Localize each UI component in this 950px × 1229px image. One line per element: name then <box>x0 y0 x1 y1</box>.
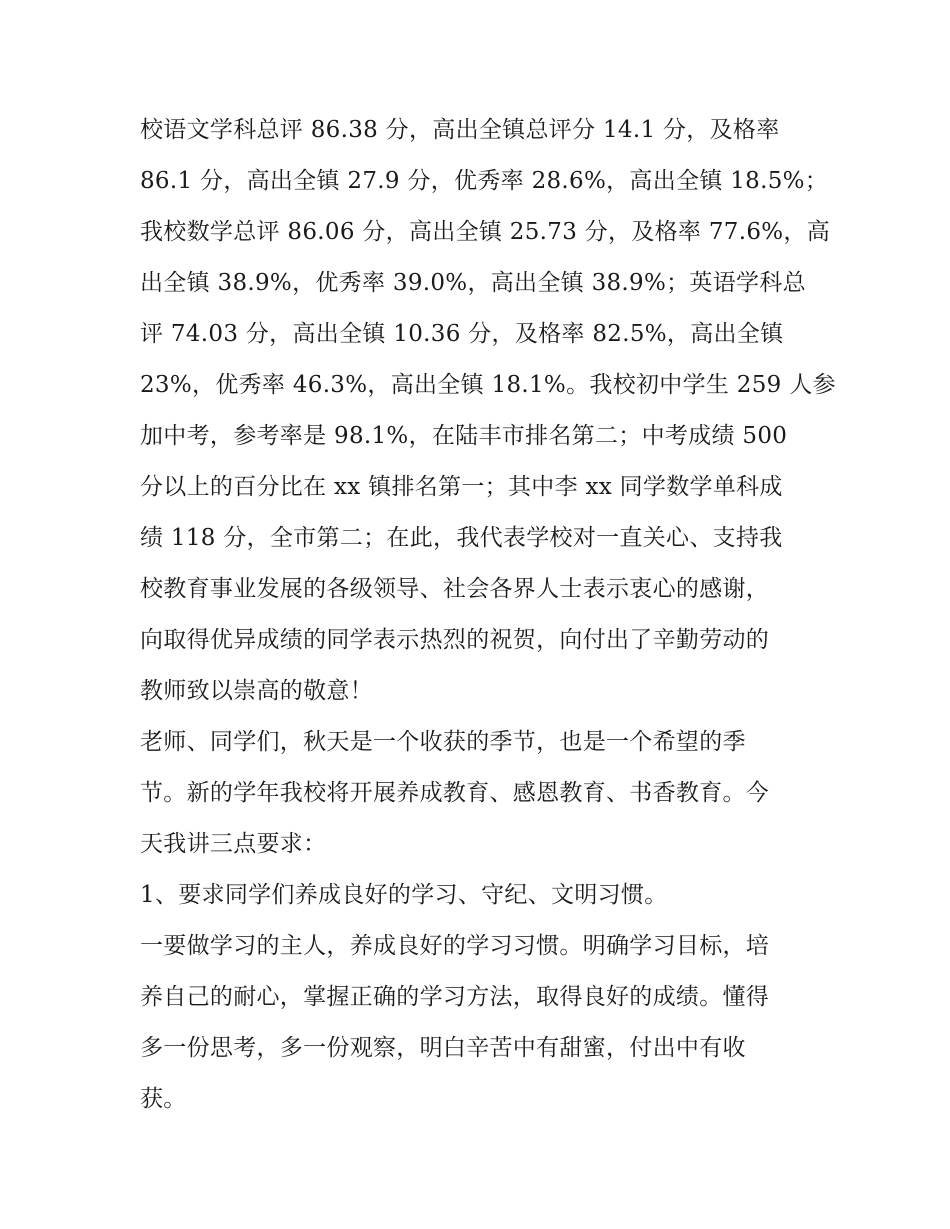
text-line: 获。 <box>140 1086 187 1112</box>
text-line: 分以上的百分比在 xx 镇排名第一；其中李 xx 同学数学单科成 <box>140 474 783 500</box>
text-line: 校教育事业发展的各级领导、社会各界人士表示衷心的感谢， <box>140 576 770 602</box>
text-line: 天我讲三点要求： <box>140 831 327 857</box>
text-line: 一要做学习的主人，养成良好的学习习惯。明确学习目标，培 <box>140 933 770 959</box>
text-line: 老师、同学们，秋天是一个收获的季节，也是一个希望的季 <box>140 729 746 755</box>
text-line: 23%，优秀率 46.3%，高出全镇 18.1%。我校初中学生 259 人参 <box>140 372 836 398</box>
text-line: 教师致以崇高的敬意！ <box>140 678 373 704</box>
text-line: 校语文学科总评 86.38 分，高出全镇总评分 14.1 分，及格率 <box>140 117 780 143</box>
text-line: 我校数学总评 86.06 分，高出全镇 25.73 分，及格率 77.6%，高 <box>140 219 831 245</box>
text-line: 多一份思考，多一份观察，明白辛苦中有甜蜜，付出中有收 <box>140 1035 746 1061</box>
text-line: 86.1 分，高出全镇 27.9 分，优秀率 28.6%，高出全镇 18.5%； <box>140 168 829 194</box>
text-line: 养自己的耐心，掌握正确的学习方法，取得良好的成绩。懂得 <box>140 984 770 1010</box>
text-line: 评 74.03 分，高出全镇 10.36 分，及格率 82.5%，高出全镇 <box>140 321 784 347</box>
text-line: 绩 118 分，全市第二；在此，我代表学校对一直关心、支持我 <box>140 525 783 551</box>
text-line: 加中考，参考率是 98.1%，在陆丰市排名第二；中考成绩 500 <box>140 423 788 449</box>
document-body <box>140 105 836 1125</box>
text-line: 向取得优异成绩的同学表示热烈的祝贺，向付出了辛勤劳动的 <box>140 627 770 653</box>
text-line: 1、要求同学们养成良好的学习、守纪、文明习惯。 <box>140 882 668 908</box>
text-line: 出全镇 38.9%，优秀率 39.0%，高出全镇 38.9%；英语学科总 <box>140 270 806 296</box>
text-line: 节。新的学年我校将开展养成教育、感恩教育、书香教育。今 <box>140 780 770 806</box>
